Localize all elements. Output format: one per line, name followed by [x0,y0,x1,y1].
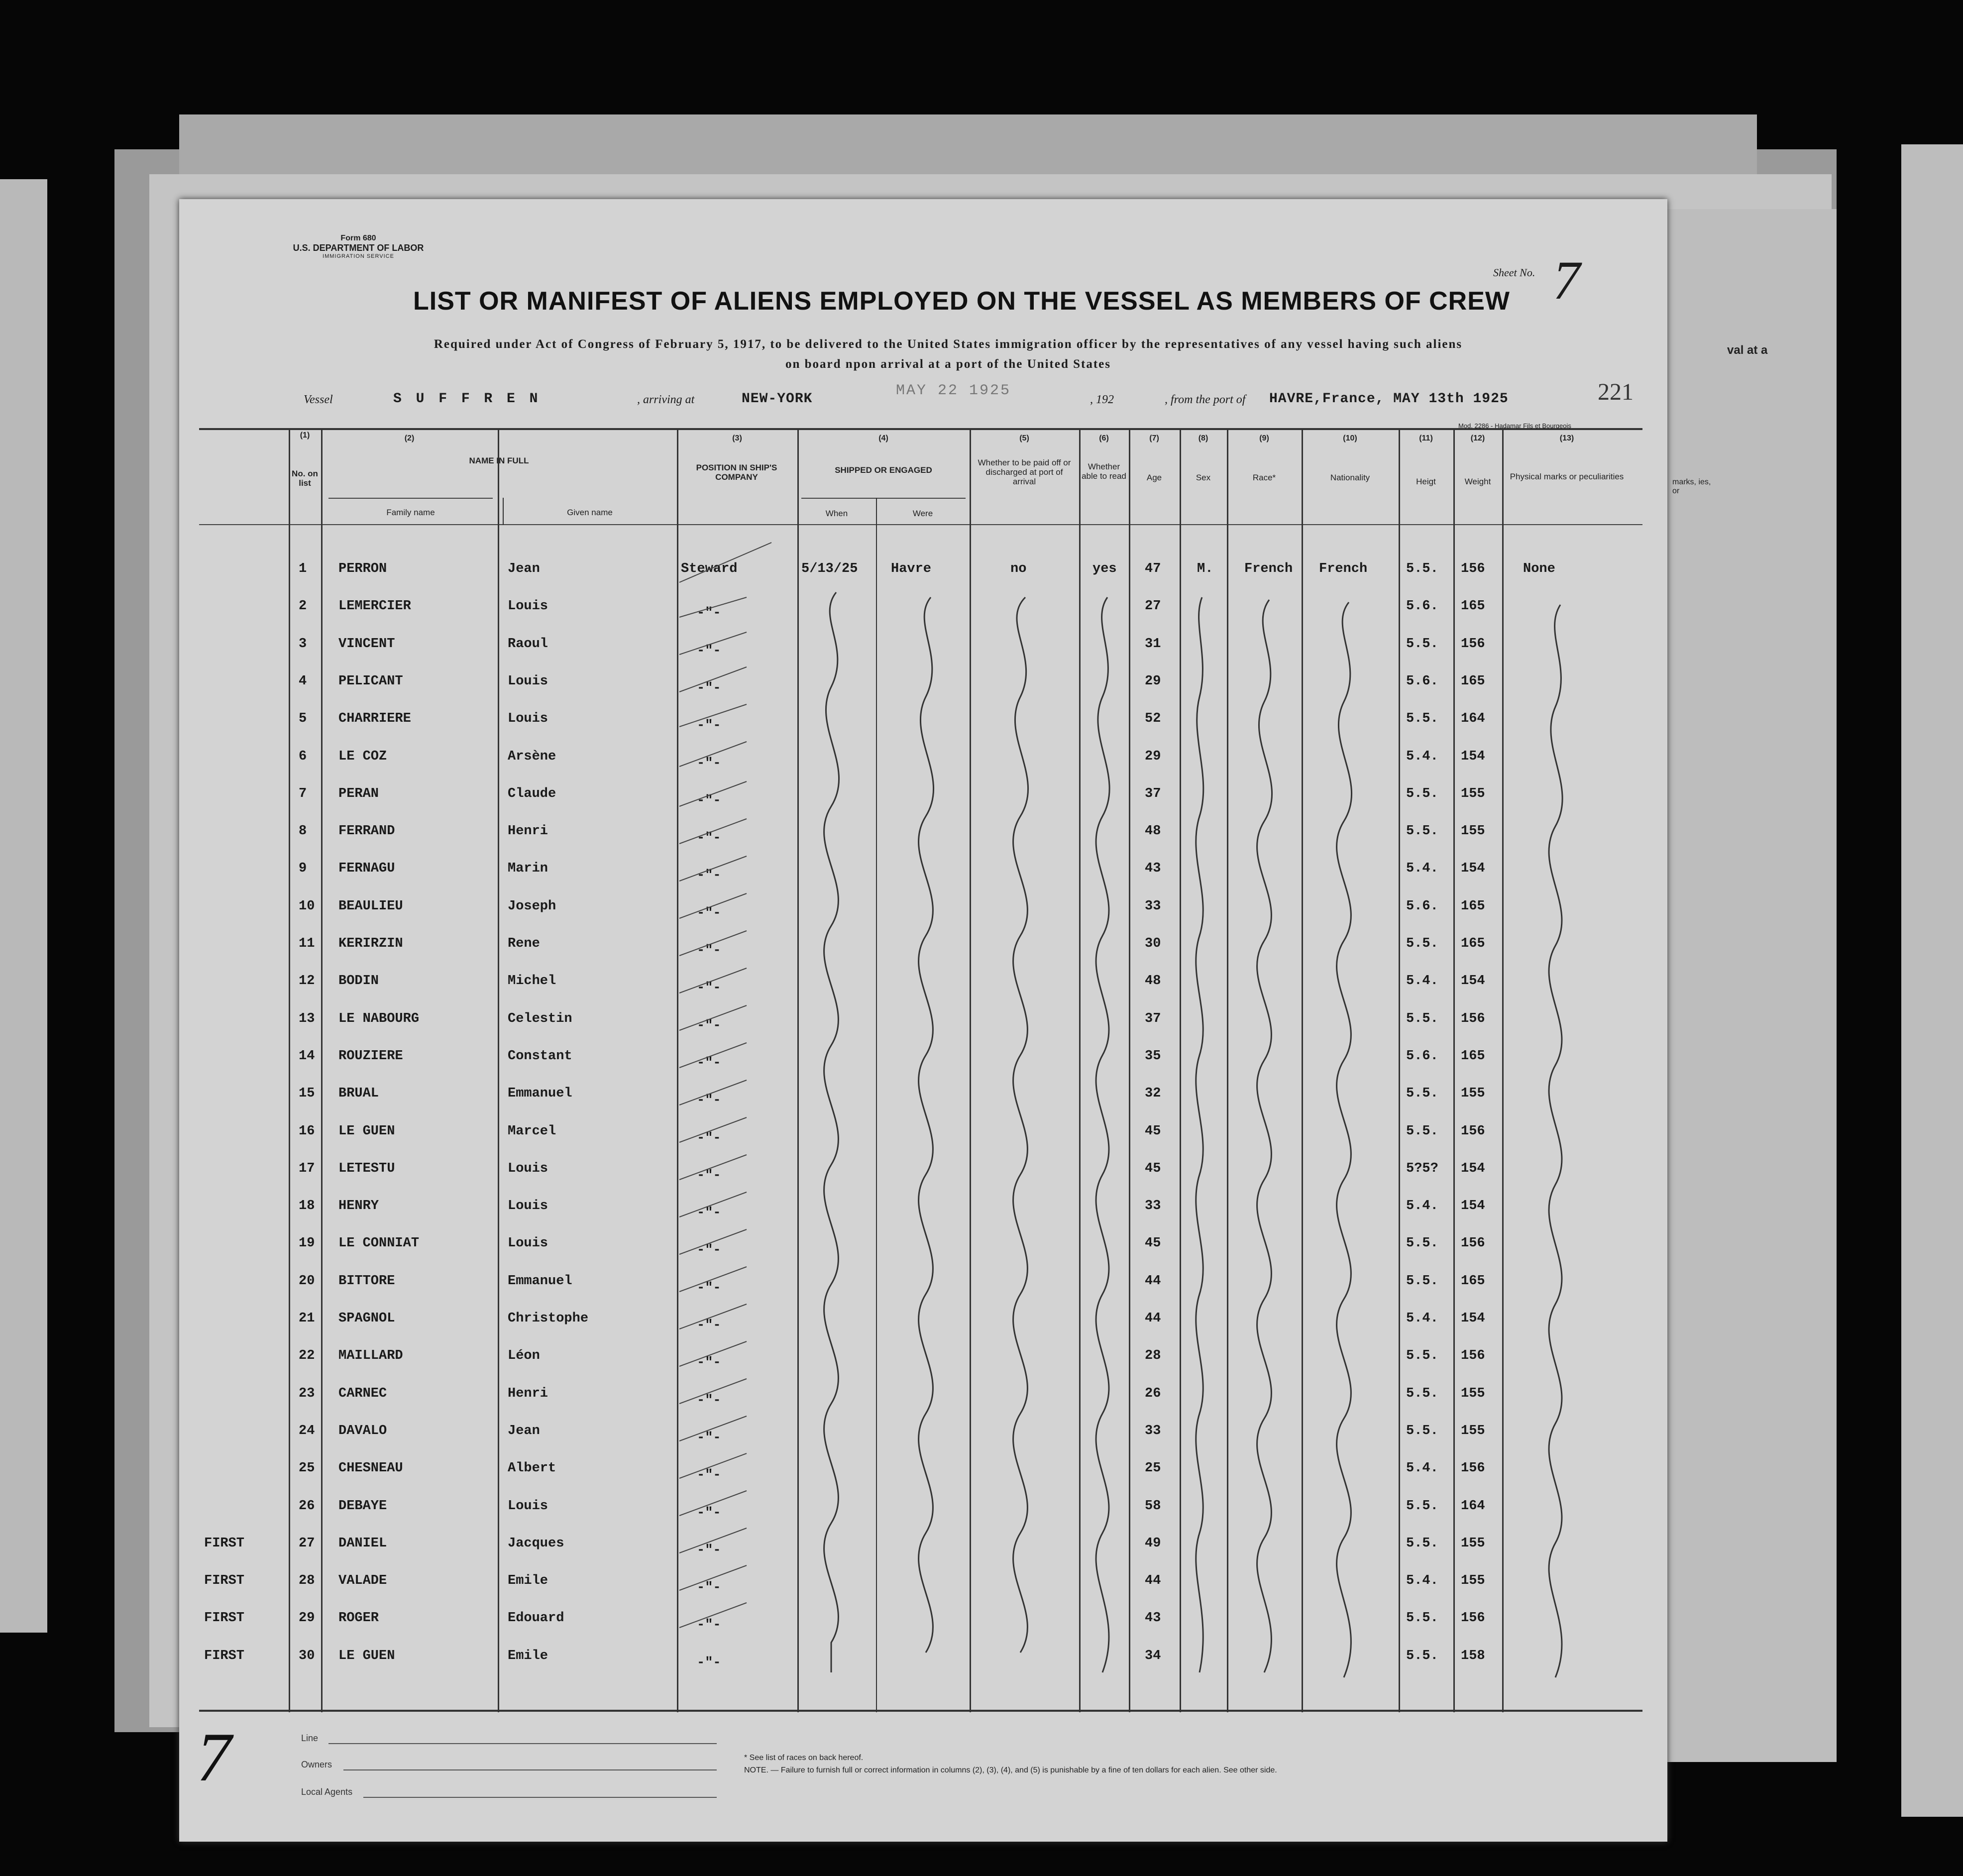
position-ditto: -"- [697,905,721,921]
owners-label: Owners [301,1760,332,1769]
family-name: BEAULIEU [338,898,403,914]
age-cell: 33 [1145,1199,1161,1214]
position-ditto: -"- [697,1055,721,1071]
nationality-value: French [1319,561,1368,576]
position-ditto: -"- [697,981,721,996]
given-name: Marin [508,861,548,877]
given-name: Louis [508,1498,548,1514]
height-cell: 5.5. [1406,636,1438,652]
note-cell: FIRST [204,1573,245,1589]
line-underline [328,1743,717,1744]
were-value: Havre [891,561,932,576]
arrival-date-stamp: MAY 22 1925 [896,382,1011,399]
family-name: FERRAND [338,824,395,839]
weight-cell: 156 [1461,561,1485,576]
age-cell: 44 [1145,1573,1161,1589]
col3-number: (3) [732,434,742,442]
list-number: 15 [299,1086,315,1102]
height-cell: 5?5? [1406,1161,1438,1176]
age-cell: 48 [1145,974,1161,989]
position-ditto: -"- [697,868,721,883]
col9-number: (9) [1259,434,1269,442]
col7-number: (7) [1149,434,1159,442]
col-nationality: Nationality [1330,473,1370,482]
list-number: 10 [299,898,315,914]
height-cell: 5.5. [1406,1011,1438,1026]
given-name: Albert [508,1461,556,1476]
height-cell: 5.5. [1406,824,1438,839]
given-name: Christophe [508,1311,589,1326]
when-ditto-wave [824,592,839,1672]
given-name: Jacques [508,1536,564,1551]
given-name: Michel [508,974,556,989]
height-cell: 5.5. [1406,1086,1438,1102]
family-name: LE NABOURG [338,1011,420,1026]
read-ditto-wave [1096,597,1109,1672]
height-cell: 5.5. [1406,1236,1438,1251]
family-name: LE COZ [338,749,387,764]
list-number: 30 [299,1648,315,1663]
height-cell: 5.4. [1406,1199,1438,1214]
height-cell: 5.6. [1406,1048,1438,1064]
subtitle-line-2: on board npon arrival at a port of the United States [785,357,1111,371]
age-cell: 45 [1145,1123,1161,1139]
weight-cell: 158 [1461,1648,1485,1663]
list-number: 9 [299,861,307,877]
family-name: PERAN [338,786,379,801]
height-cell: 5.5. [1406,1611,1438,1626]
form-number: Form 680 [340,234,376,242]
family-name: PELICANT [338,673,403,689]
list-number: 2 [299,599,307,614]
family-name: FERNAGU [338,861,395,877]
agents-underline [363,1797,717,1798]
age-cell: 44 [1145,1273,1161,1289]
right-sheet-col-text: marks, ies, or [1672,478,1711,495]
given-name: Emmanuel [508,1086,572,1102]
height-cell: 5.4. [1406,861,1438,877]
position-ditto: -"- [697,643,721,659]
paid-ditto-wave [1013,597,1028,1653]
height-cell: 5.4. [1406,749,1438,764]
given-name: Emile [508,1573,548,1589]
right-sheet [1652,209,1837,1762]
arriving-port: NEW-YORK [742,391,813,407]
given-name: Jean [508,1423,540,1438]
age-cell: 44 [1145,1311,1161,1326]
age-cell: 25 [1145,1461,1161,1476]
height-cell: 5.4. [1406,1311,1438,1326]
list-number: 23 [299,1386,315,1401]
age-cell: 43 [1145,1611,1161,1626]
col-when: When [825,509,848,518]
arriving-label: , arriving at [637,393,695,406]
given-name: Louis [508,1199,548,1214]
height-cell: 5.5. [1406,1123,1438,1139]
position-ditto: -"- [697,718,721,734]
family-name: DEBAYE [338,1498,387,1514]
list-number: 24 [299,1423,315,1438]
family-name: LE CONNIAT [338,1236,420,1251]
list-number: 13 [299,1011,315,1026]
weight-cell: 155 [1461,1423,1485,1438]
weight-cell: 154 [1461,1311,1485,1326]
weight-cell: 156 [1461,1461,1485,1476]
family-name: PERRON [338,561,387,576]
page-number: 221 [1598,379,1634,405]
age-cell: 48 [1145,824,1161,839]
when-value: 5/13/25 [801,561,858,576]
age-cell: 26 [1145,1386,1161,1401]
family-name: BITTORE [338,1273,395,1289]
weight-cell: 165 [1461,898,1485,914]
family-name: VINCENT [338,636,395,652]
list-number: 12 [299,974,315,989]
age-cell: 47 [1145,561,1161,576]
were-ditto-wave [919,597,934,1653]
col5-number: (5) [1019,434,1029,442]
service-name: IMMIGRATION SERVICE [323,253,394,259]
height-cell: 5.5. [1406,1498,1438,1514]
position-ditto: -"- [697,1580,721,1596]
list-number: 16 [299,1123,315,1139]
vessel-name: S U F F R E N [393,391,541,407]
weight-cell: 156 [1461,1611,1485,1626]
col10-number: (10) [1343,434,1357,442]
age-cell: 31 [1145,636,1161,652]
age-cell: 45 [1145,1236,1161,1251]
position-ditto: -"- [697,1468,721,1483]
age-cell: 37 [1145,786,1161,801]
weight-cell: 165 [1461,1273,1485,1289]
position-ditto: -"- [697,1355,721,1371]
family-name: LEMERCIER [338,599,411,614]
position-ditto: -"- [697,1430,721,1445]
height-cell: 5.6. [1406,599,1438,614]
age-cell: 29 [1145,749,1161,764]
col-paid-off: Whether to be paid off or discharged at port of arrival [978,458,1071,486]
list-number: 28 [299,1573,315,1589]
list-number: 1 [299,561,307,576]
races-note: * See list of races on back hereof. [744,1754,864,1762]
manifest-table [199,428,1642,1712]
list-number: 18 [299,1199,315,1214]
position-ditto: -"- [697,1280,721,1296]
col-given-name: Given name [567,508,613,517]
position-ditto: -"- [697,1093,721,1108]
given-name: Edouard [508,1611,564,1626]
given-name: Marcel [508,1123,556,1139]
list-number: 20 [299,1273,315,1289]
col-marks: Physical marks or peculiarities [1510,472,1624,481]
sheet-number: 7 [1553,250,1580,311]
col-able-read: Whether able to read [1082,462,1126,481]
age-cell: 37 [1145,1011,1161,1026]
weight-cell: 164 [1461,1498,1485,1514]
race-value: French [1244,561,1293,576]
weight-cell: 155 [1461,1573,1485,1589]
marks-ditto-wave [1549,605,1562,1677]
paid-off-value: no [1010,561,1027,576]
given-name: Jean [508,561,540,576]
note-cell: FIRST [204,1611,245,1626]
sheet-mark-handwritten: 7 [197,1719,231,1796]
age-cell: 49 [1145,1536,1161,1551]
height-cell: 5.5. [1406,1273,1438,1289]
position-ditto: -"- [697,606,721,621]
position-ditto: -"- [697,1655,721,1670]
position-ditto: -"- [697,1505,721,1521]
given-name: Celestin [508,1011,572,1026]
col6-number: (6) [1099,434,1109,442]
list-number: 11 [299,936,315,951]
family-name: ROUZIERE [338,1048,403,1064]
family-name: CARNEC [338,1386,387,1401]
age-cell: 28 [1145,1348,1161,1364]
height-cell: 5.5. [1406,1386,1438,1401]
given-name: Arsène [508,749,556,764]
penalty-note: NOTE. — Failure to furnish full or correct information in columns (2), (3), (4), and (5) is punishable by a fine of ten dollars for each alien. See other side. [744,1766,1277,1774]
position-ditto: -"- [697,943,721,958]
left-edge-sheet [0,179,47,1633]
col-name-in-full: NAME IN FULL [469,456,529,465]
weight-cell: 155 [1461,786,1485,801]
family-name: VALADE [338,1573,387,1589]
family-name: SPAGNOL [338,1311,395,1326]
position-ditto: -"- [697,1168,721,1183]
list-number: 6 [299,749,307,764]
age-cell: 27 [1145,599,1161,614]
family-name: LETESTU [338,1161,395,1176]
list-number: 19 [299,1236,315,1251]
weight-cell: 156 [1461,1011,1485,1026]
weight-cell: 155 [1461,824,1485,839]
given-name: Joseph [508,898,556,914]
list-number: 17 [299,1161,315,1176]
given-name: Claude [508,786,556,801]
height-cell: 5.5. [1406,1536,1438,1551]
col-no-on-list: No. on list [292,469,318,488]
manifest-subtitle [304,334,1593,374]
age-cell: 29 [1145,673,1161,689]
col-sex: Sex [1196,473,1211,482]
list-number: 25 [299,1461,315,1476]
list-number: 21 [299,1311,315,1326]
height-cell: 5.5. [1406,1423,1438,1438]
height-cell: 5.5. [1406,1348,1438,1364]
given-name: Raoul [508,636,548,652]
family-name: DAVALO [338,1423,387,1438]
position-ditto: -"- [697,1618,721,1633]
height-cell: 5.4. [1406,1461,1438,1476]
weight-cell: 164 [1461,711,1485,727]
col2-number: (2) [404,434,415,442]
owners-underline [343,1769,717,1770]
family-name: KERIRZIN [338,936,403,951]
family-name: BRUAL [338,1086,379,1102]
position-ditto: -"- [697,1393,721,1408]
height-cell: 5.5. [1406,711,1438,727]
position-ditto: -"- [697,1243,721,1258]
printer-mark: Mod. 2286 - Hadamar Fils et Bourgeois [1458,422,1571,430]
race-ditto-wave [1257,600,1272,1672]
sex-value: M. [1197,561,1213,576]
given-name: Constant [508,1048,572,1064]
weight-cell: 165 [1461,936,1485,951]
position-ditto: -"- [697,1018,721,1033]
list-number: 26 [299,1498,315,1514]
list-number: 7 [299,786,307,801]
position-ditto: -"- [697,1318,721,1333]
height-cell: 5.5. [1406,786,1438,801]
col-race: Race* [1252,473,1276,482]
given-name: Henri [508,1386,548,1401]
age-cell: 43 [1145,861,1161,877]
vessel-label: Vessel [304,393,333,406]
height-cell: 5.5. [1406,936,1438,951]
age-cell: 58 [1145,1498,1161,1514]
department-block [259,234,458,259]
family-name: CHARRIERE [338,711,411,727]
given-name: Louis [508,711,548,727]
given-name: Emile [508,1648,548,1663]
position-ditto: -"- [697,1130,721,1146]
weight-cell: 154 [1461,749,1485,764]
department-name: U.S. DEPARTMENT OF LABOR [293,243,424,253]
sheet-label: Sheet No. [1493,266,1535,279]
list-number: 8 [299,824,307,839]
weight-cell: 154 [1461,1161,1485,1176]
position-ditto: -"- [697,756,721,771]
given-name: Léon [508,1348,540,1364]
age-cell: 45 [1145,1161,1161,1176]
position-ditto: -"- [697,680,721,696]
weight-cell: 156 [1461,636,1485,652]
age-cell: 33 [1145,1423,1161,1438]
position-ditto: -"- [697,1206,721,1221]
weight-cell: 165 [1461,1048,1485,1064]
position-ditto: -"- [697,831,721,846]
height-cell: 5.4. [1406,974,1438,989]
list-number: 22 [299,1348,315,1364]
list-number: 29 [299,1611,315,1626]
age-cell: 32 [1145,1086,1161,1102]
nationality-ditto-wave [1337,602,1352,1677]
given-name: Louis [508,599,548,614]
col-age: Age [1146,473,1162,482]
weight-cell: 156 [1461,1236,1485,1251]
weight-cell: 165 [1461,673,1485,689]
family-name: CHESNEAU [338,1461,403,1476]
given-name: Emmanuel [508,1273,572,1289]
weight-cell: 156 [1461,1348,1485,1364]
list-number: 5 [299,711,307,727]
col11-number: (11) [1419,434,1433,442]
agents-label: Local Agents [301,1787,353,1797]
marks-value: None [1523,561,1555,576]
weight-cell: 155 [1461,1386,1485,1401]
list-number: 4 [299,673,307,689]
family-name: LE GUEN [338,1648,395,1663]
right-edge-sheet [1901,144,1963,1817]
read-value: yes [1092,561,1117,576]
subtitle-line-1: Required under Act of Congress of February 5, 1917, to be delivered to the United States immigration officer by the representatives of any vessel having such aliens [434,337,1463,351]
given-name: Louis [508,1236,548,1251]
from-port: HAVRE,France, MAY 13th 1925 [1269,391,1509,407]
family-name: DANIEL [338,1536,387,1551]
family-name: BODIN [338,974,379,989]
family-name: MAILLARD [338,1348,403,1364]
age-cell: 35 [1145,1048,1161,1064]
position-value: Steward [681,561,738,576]
line-label: Line [301,1733,319,1743]
height-cell: 5.6. [1406,898,1438,914]
weight-cell: 154 [1461,861,1485,877]
col13-number: (13) [1559,434,1574,442]
col-shipped: SHIPPED OR ENGAGED [835,465,932,475]
family-name: ROGER [338,1611,379,1626]
position-ditto: -"- [697,793,721,808]
height-cell: 5.4. [1406,1573,1438,1589]
col-weight: Weight [1464,477,1491,486]
family-name: HENRY [338,1199,379,1214]
col-position: POSITION IN SHIP'S COMPANY [696,463,777,482]
family-name: LE GUEN [338,1123,395,1139]
col-height: Heigt [1416,477,1436,486]
manifest-title: LIST OR MANIFEST OF ALIENS EMPLOYED ON THE VESSEL AS MEMBERS OF CREW [413,287,1510,316]
weight-cell: 154 [1461,974,1485,989]
year-label: , 192 [1090,393,1114,406]
given-name: Henri [508,824,548,839]
weight-cell: 165 [1461,599,1485,614]
col-family-name: Family name [386,508,435,517]
list-number: 14 [299,1048,315,1064]
weight-cell: 155 [1461,1086,1485,1102]
given-name: Louis [508,1161,548,1176]
age-cell: 52 [1145,711,1161,727]
list-number: 27 [299,1536,315,1551]
age-cell: 30 [1145,936,1161,951]
sex-ditto-wave [1196,597,1203,1672]
from-label: , from the port of [1165,393,1246,406]
height-cell: 5.6. [1406,673,1438,689]
height-cell: 5.5. [1406,1648,1438,1663]
note-cell: FIRST [204,1648,245,1663]
age-cell: 34 [1145,1648,1161,1663]
given-name: Rene [508,936,540,951]
col12-number: (12) [1470,434,1485,442]
weight-cell: 155 [1461,1536,1485,1551]
weight-cell: 154 [1461,1199,1485,1214]
height-cell: 5.5. [1406,561,1438,576]
ditto-marks [199,428,1642,1712]
right-sheet-text: val at a [1727,343,1768,357]
weight-cell: 156 [1461,1123,1485,1139]
position-ditto: -"- [697,1543,721,1558]
col-were: Were [912,509,933,518]
note-cell: FIRST [204,1536,245,1551]
position-tick-marks [679,543,771,1628]
age-cell: 33 [1145,898,1161,914]
col8-number: (8) [1198,434,1208,442]
list-number: 3 [299,636,307,652]
col1-number: (1) [300,431,310,440]
given-name: Louis [508,673,548,689]
col4-number: (4) [878,434,888,442]
